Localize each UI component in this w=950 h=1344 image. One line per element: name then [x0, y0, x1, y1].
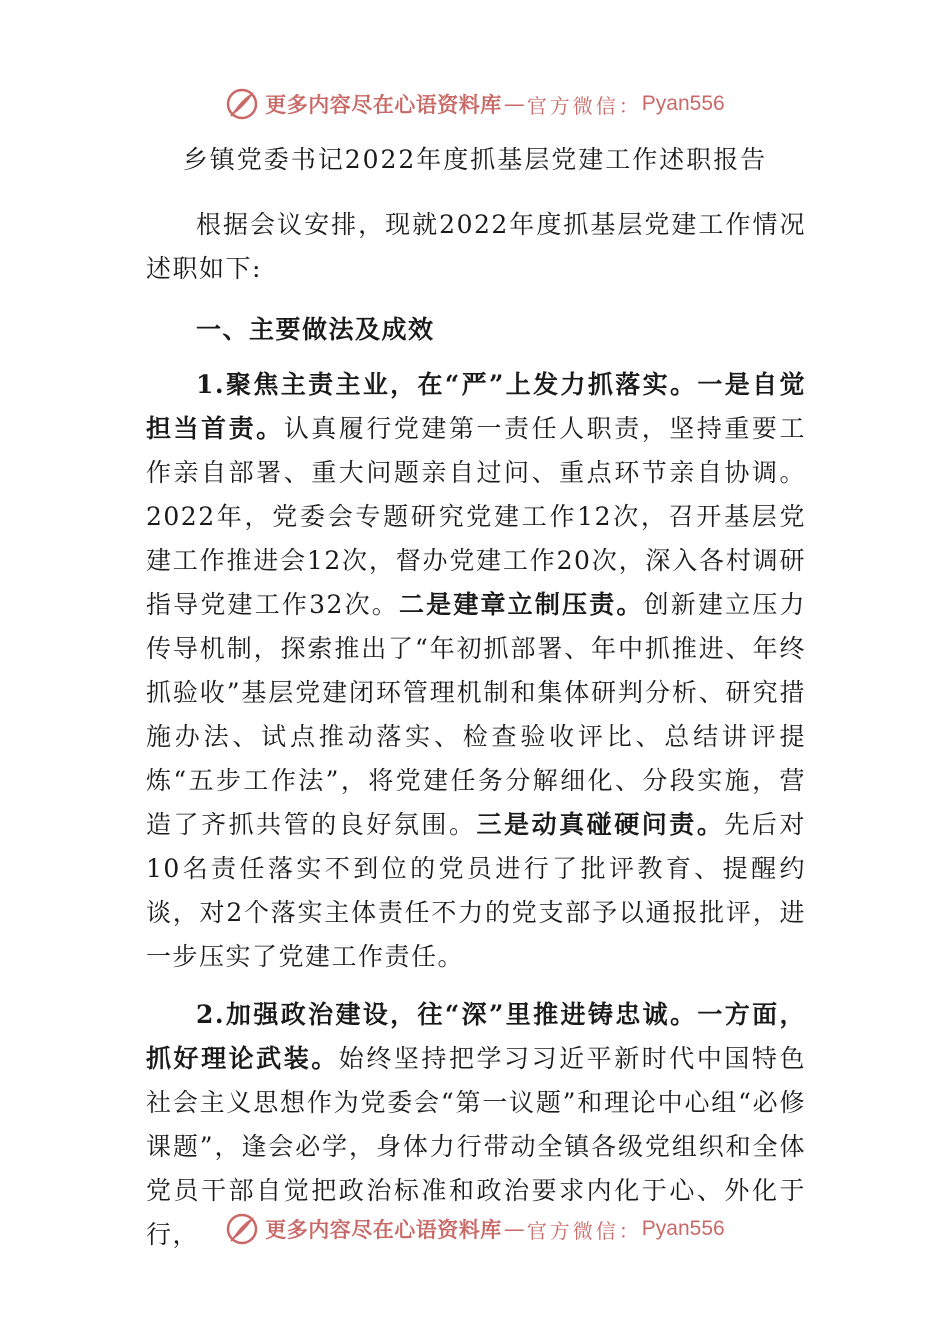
- paragraph-1: [146, 363, 806, 979]
- intro-paragraph: 根据会议安排，现就2022年度抓基层党建工作情况述职如下:: [146, 210, 806, 283]
- paragraph-1-bold-2: 二是建章立制压责。: [398, 590, 644, 619]
- paragraph-2-lead: 2.加强政治建设，往“深”里推进铸忠诚。一方面，抓好理论武装。: [146, 1000, 806, 1073]
- paragraph-1-bold-3: 三是动真碰硬问责。: [476, 810, 725, 839]
- paragraph-1-text-2: 创新建立压力传导机制，探索推出了“年初抓部署、年中抓推进、年终抓验收”基层党建闭环管理机制和集体研判分析、研究措施办法、试点推动落实、检查验收评比、总结讲评提炼“五步工作法”，将党建任务分解细化、分段实施，营造了齐抓共管的良好氛围。: [146, 590, 806, 839]
- section-heading: 一、主要做法及成效: [196, 315, 435, 344]
- watermark-dash: —: [503, 92, 525, 116]
- watermark-footer: [0, 1209, 950, 1249]
- paragraph-1-lead: 1.聚焦主责主业，在“严”上发力抓落实。一是自觉担当首责。: [146, 370, 806, 443]
- watermark-text: 更多内容尽在心语资料库: [265, 92, 502, 117]
- watermark-id: Pyan556: [641, 92, 725, 115]
- watermark-header: [0, 84, 950, 124]
- watermark-sub: 官方微信：: [526, 1218, 642, 1243]
- watermark-id: Pyan556: [641, 1217, 725, 1240]
- watermark-dash: —: [503, 1217, 525, 1241]
- document-body: [146, 203, 806, 1257]
- watermark-text: 更多内容尽在心语资料库: [265, 1217, 502, 1242]
- watermark-sub: 官方微信：: [526, 93, 642, 118]
- quill-logo-icon: [225, 87, 259, 121]
- paragraph-2-text-1: 始终坚持把学习习近平新时代中国特色社会主义思想作为党委会“第一议题”和理论中心组“必修课题”，逢会必学，身体力行带动全镇各级党组织和全体党员干部自觉把政治标准和政治要求内化于心、外化于行，: [146, 1044, 806, 1249]
- quill-logo-icon: [225, 1212, 259, 1246]
- paragraph-1-text-3: 先后对10名责任落实不到位的党员进行了批评教育、提醒约谈，对2个落实主体责任不力的党支部予以通报批评，进一步压实了党建工作责任。: [146, 810, 806, 971]
- paragraph-1-text-1: 认真履行党建第一责任人职责，坚持重要工作亲自部署、重大问题亲自过问、重点环节亲自协调。2022年，党委会专题研究党建工作12次，召开基层党建工作推进会12次，督办党建工作20次，深入各村调研指导党建工作32次。: [146, 414, 806, 619]
- document-title: 乡镇党委书记2022年度抓基层党建工作述职报告: [182, 145, 768, 174]
